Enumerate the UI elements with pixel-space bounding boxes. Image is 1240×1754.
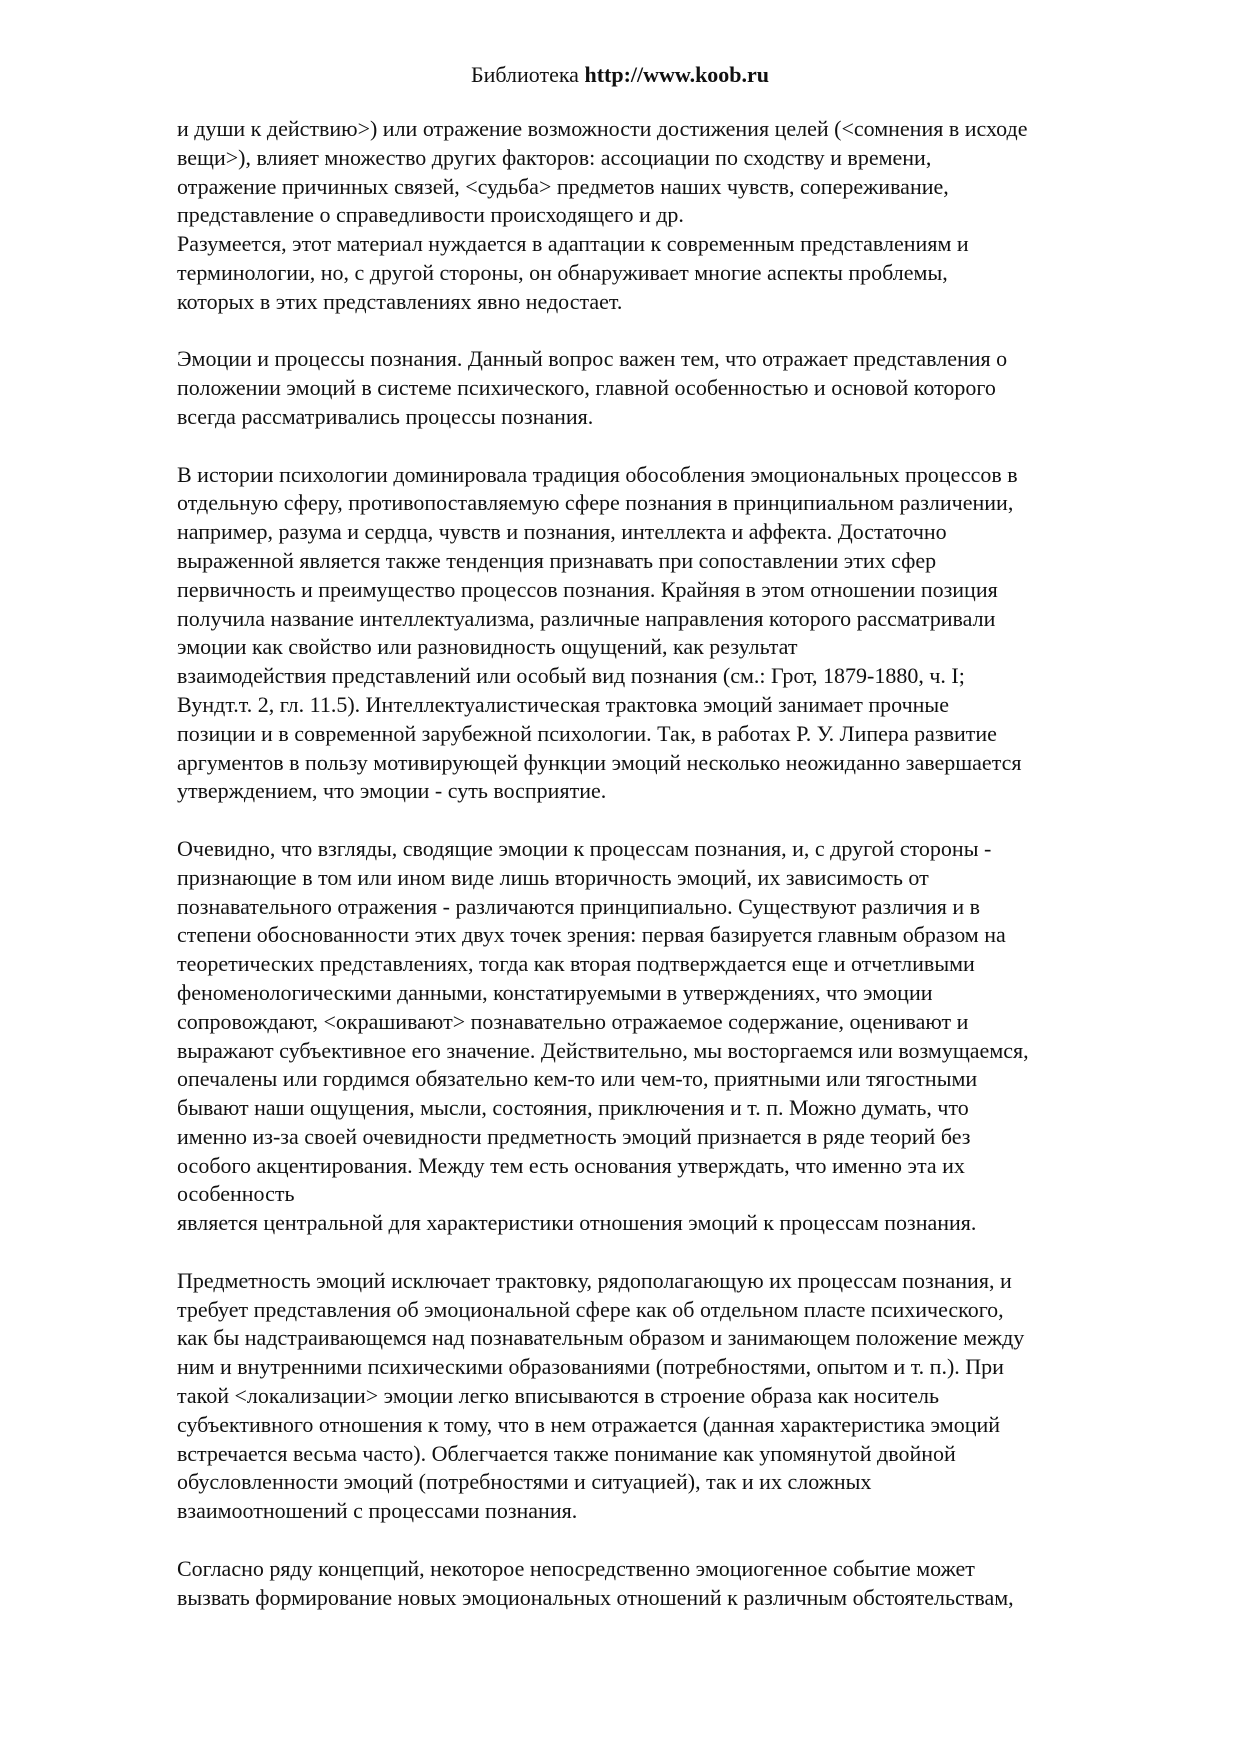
text-line: субъективного отношения к тому, что в нем отражается (данная характеристика эмоций	[177, 1411, 1001, 1437]
text-line: является центральной для характеристики отношения эмоций к процессам познания.	[177, 1210, 977, 1236]
text-line: Разумеется, этот материал нуждается в адаптации к современным представлениям и	[177, 231, 969, 257]
text-line: степени обоснованности этих двух точек зрения: первая базируется главным образом на	[177, 922, 1006, 948]
text-line: опечалены или гордимся обязательно кем-то или чем-то, приятными или тягостными	[177, 1066, 978, 1092]
paragraph	[177, 835, 1177, 1238]
text-line: позиции и в современной зарубежной психологии. Так, в работах Р. У. Липера развитие	[177, 720, 997, 746]
paragraph	[177, 1267, 1177, 1526]
text-line: обусловленности эмоций (потребностями и ситуацией), так и их сложных	[177, 1469, 872, 1495]
text-line: взаимоотношений с процессами познания.	[177, 1498, 578, 1524]
text-line: сопровождают, <окрашивают> познавательно отражаемое содержание, оценивают и	[177, 1008, 969, 1034]
text-line: и души к действию>) или отражение возможности достижения целей (<сомнения в исходе	[177, 116, 1028, 141]
text-line: вызвать формирование новых эмоциональных отношений к различным обстоятельствам,	[177, 1584, 1014, 1610]
text-line: такой <локализации> эмоции легко вписываются в строение образа как носитель	[177, 1383, 940, 1409]
text-line: признающие в том или ином виде лишь вторичность эмоций, их зависимость от	[177, 864, 929, 890]
text-line: Эмоции и процессы познания. Данный вопрос важен тем, что отражает представления о	[177, 346, 1008, 372]
text-line: отдельную сферу, противопоставляемую сфере познания в принципиальном различении,	[177, 490, 1014, 516]
text-line: терминологии, но, с другой стороны, он обнаруживает многие аспекты проблемы,	[177, 259, 948, 285]
text-line: требует представления об эмоциональной сфере как об отдельном пласте психического,	[177, 1296, 1004, 1322]
text-line: взаимодействия представлений или особый вид познания (см.: Грот, 1879-1880, ч. I;	[177, 663, 965, 689]
text-line: например, разума и сердца, чувств и познания, интеллекта и аффекта. Достаточно	[177, 519, 947, 545]
text-line: именно из-за своей очевидности предметность эмоций признается в ряде теорий без	[177, 1123, 971, 1149]
text-line: выражают субъективное его значение. Действительно, мы восторгаемся или возмущаемся,	[177, 1037, 1029, 1063]
text-line: теоретических представлениях, тогда как вторая подтверждается еще и отчетливыми	[177, 951, 975, 977]
text-line: ним и внутренними психическими образованиями (потребностями, опытом и т. п.). При	[177, 1354, 1004, 1380]
text-line: В истории психологии доминировала традиция обособления эмоциональных процессов в	[177, 461, 1018, 487]
text-line: Очевидно, что взгляды, сводящие эмоции к процессам познания, и, с другой стороны -	[177, 835, 992, 861]
text-line: всегда рассматривались процессы познания.	[177, 403, 594, 429]
document-body	[177, 115, 1177, 1641]
text-line: встречается весьма часто). Облегчается также понимание как упомянутой двойной	[177, 1440, 956, 1466]
library-url[interactable]: http://www.koob.ru	[584, 62, 770, 87]
paragraph	[177, 115, 1177, 317]
paragraph	[177, 461, 1177, 807]
text-line: Вундт.т. 2, гл. 11.5). Интеллектуалистическая трактовка эмоций занимает прочные	[177, 691, 949, 717]
text-line: положении эмоций в системе психического, главной особенностью и основой которого	[177, 375, 996, 401]
paragraph	[177, 345, 1177, 431]
text-line: как бы надстраивающемся над познавательным образом и занимающем положение между	[177, 1325, 1025, 1351]
text-line: особенность	[177, 1181, 295, 1207]
page-header	[0, 60, 1240, 90]
text-line: представление о справедливости происходящего и др.	[177, 202, 684, 228]
paragraph	[177, 1555, 1177, 1613]
text-line: отражение причинных связей, <судьба> предметов наших чувств, сопереживание,	[177, 173, 949, 199]
text-line: Согласно ряду концепций, некоторое непосредственно эмоциогенное событие может	[177, 1555, 975, 1581]
text-line: особого акцентирования. Между тем есть основания утверждать, что именно эта их	[177, 1152, 965, 1178]
library-label: Библиотека	[470, 62, 579, 87]
text-line: первичность и преимущество процессов познания. Крайняя в этом отношении позиция	[177, 576, 998, 602]
text-line: эмоции как свойство или разновидность ощущений, как результат	[177, 634, 798, 660]
text-line: аргументов в пользу мотивирующей функции эмоций несколько неожиданно завершается	[177, 749, 1022, 775]
text-line: которых в этих представлениях явно недостает.	[177, 288, 623, 314]
text-line: утверждением, что эмоции - суть восприятие.	[177, 778, 607, 804]
text-line: феноменологическими данными, констатируемыми в утверждениях, что эмоции	[177, 979, 933, 1005]
text-line: выраженной является также тенденция признавать при сопоставлении этих сфер	[177, 547, 937, 573]
text-line: познавательного отражения - различаются принципиально. Существуют различия и в	[177, 893, 981, 919]
text-line: вещи>), влияет множество других факторов: ассоциации по сходству и времени,	[177, 144, 932, 170]
text-line: получила название интеллектуализма, различные направления которого рассматривали	[177, 605, 996, 631]
text-line: Предметность эмоций исключает трактовку, рядополагающую их процессам познания, и	[177, 1267, 1012, 1293]
text-line: бывают наши ощущения, мысли, состояния, приключения и т. п. Можно думать, что	[177, 1095, 969, 1121]
